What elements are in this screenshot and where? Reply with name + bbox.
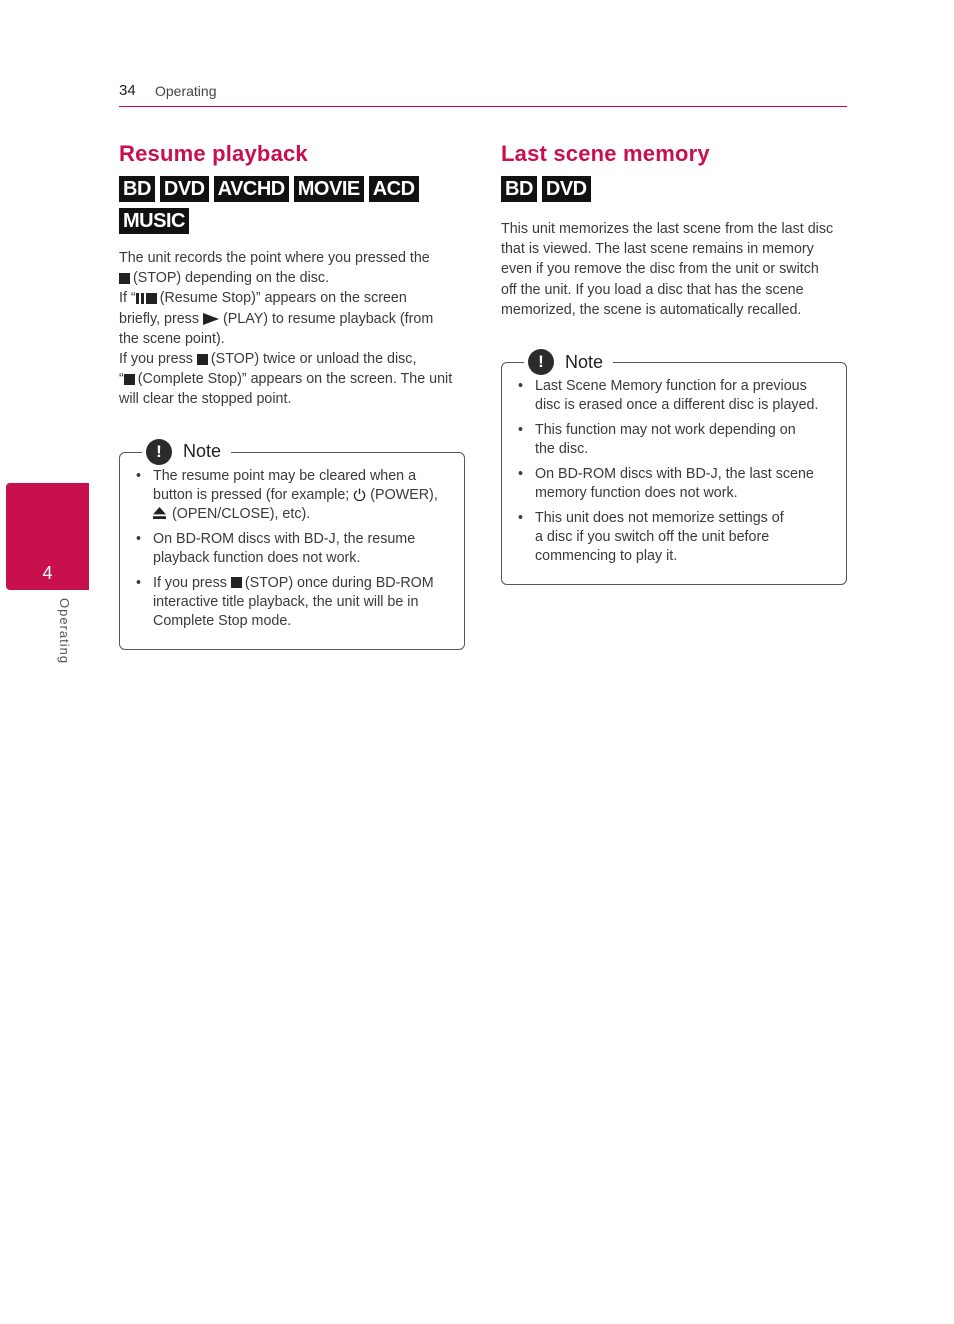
disc-type-badges [119,176,419,234]
badge-dvd: DVD [542,176,591,202]
badge-acd: ACD [369,176,419,202]
body-line: briefly, press (PLAY) to resume playback (from [119,310,434,327]
badge-music: MUSIC [119,208,189,234]
note-header [524,349,613,375]
body-line: will clear the stopped point. [119,391,292,408]
note-title: Note [183,441,222,462]
resume-playback-section [119,140,465,650]
power-icon [353,488,366,501]
note-item: • The resume point may be cleared when a button is pressed (for example; (POWER), (OPEN/CLOSE), etc). [136,467,448,524]
header-section-name: Operating [155,83,217,99]
body-line: off the unit. If you load a disc that has the scene [501,281,804,298]
note-item: • If you press (STOP) once during BD-ROM interactive title playback, the unit will be in Complete Stop mode. [136,574,448,631]
chapter-tab [6,483,89,590]
note-item: • On BD-ROM discs with BD-J, the resume playback function does not work. [136,530,448,568]
badge-bd: BD [119,176,155,202]
exclamation-icon: ! [146,439,172,465]
chapter-label: Operating [57,598,72,665]
play-icon [203,313,219,325]
body-line: the scene point). [119,330,225,347]
last-scene-title: Last scene memory [501,141,710,166]
body-line: If “ (Resume Stop)” appears on the screen [119,290,407,307]
disc-type-badges [501,176,801,202]
body-line: If you press (STOP) twice or unload the disc, [119,351,417,368]
eject-icon [153,507,166,519]
body-line: This unit memorizes the last scene from the last disc [501,221,834,237]
body-line: “ (Complete Stop)” appears on the screen. The unit [119,371,453,388]
resume-playback-title: Resume playback [119,141,308,166]
note-item: • On BD-ROM discs with BD-J, the last scene memory function does not work. [518,465,830,503]
badge-avchd: AVCHD [214,176,289,202]
badge-bd: BD [501,176,537,202]
resume-stop-icon [136,290,160,306]
body-line: even if you remove the disc from the unit or switch [501,261,819,278]
last-scene-memory-section [501,140,847,585]
last-scene-note-box [501,351,847,585]
note-item: • This function may not work depending on the disc. [518,421,830,459]
note-title: Note [565,351,604,372]
note-list [136,467,448,631]
stop-icon [197,354,208,365]
badge-movie: MOVIE [294,176,364,202]
stop-icon [124,374,135,385]
note-item: • Last Scene Memory function for a previous disc is erased once a different disc is played. [518,377,830,415]
resume-body-text [119,248,465,410]
note-header [142,439,231,465]
body-line: memorized, the scene is automatically recalled. [501,301,802,318]
last-scene-body-text [501,219,847,320]
note-list [518,377,830,566]
resume-note-box [119,441,465,650]
page-number: 34 [119,82,136,99]
note-item: • This unit does not memorize settings of a disc if you switch off the unit before commencing to play it. [518,509,830,566]
body-line: The unit records the point where you pressed the [119,250,430,266]
stop-icon [231,577,242,588]
body-line: that is viewed. The last scene remains in memory [501,241,814,258]
body-line: (STOP) depending on the disc. [119,268,465,288]
exclamation-icon: ! [528,349,554,375]
page-header [119,80,847,107]
stop-icon [119,273,130,284]
badge-dvd: DVD [160,176,209,202]
chapter-number: 4 [42,563,53,583]
